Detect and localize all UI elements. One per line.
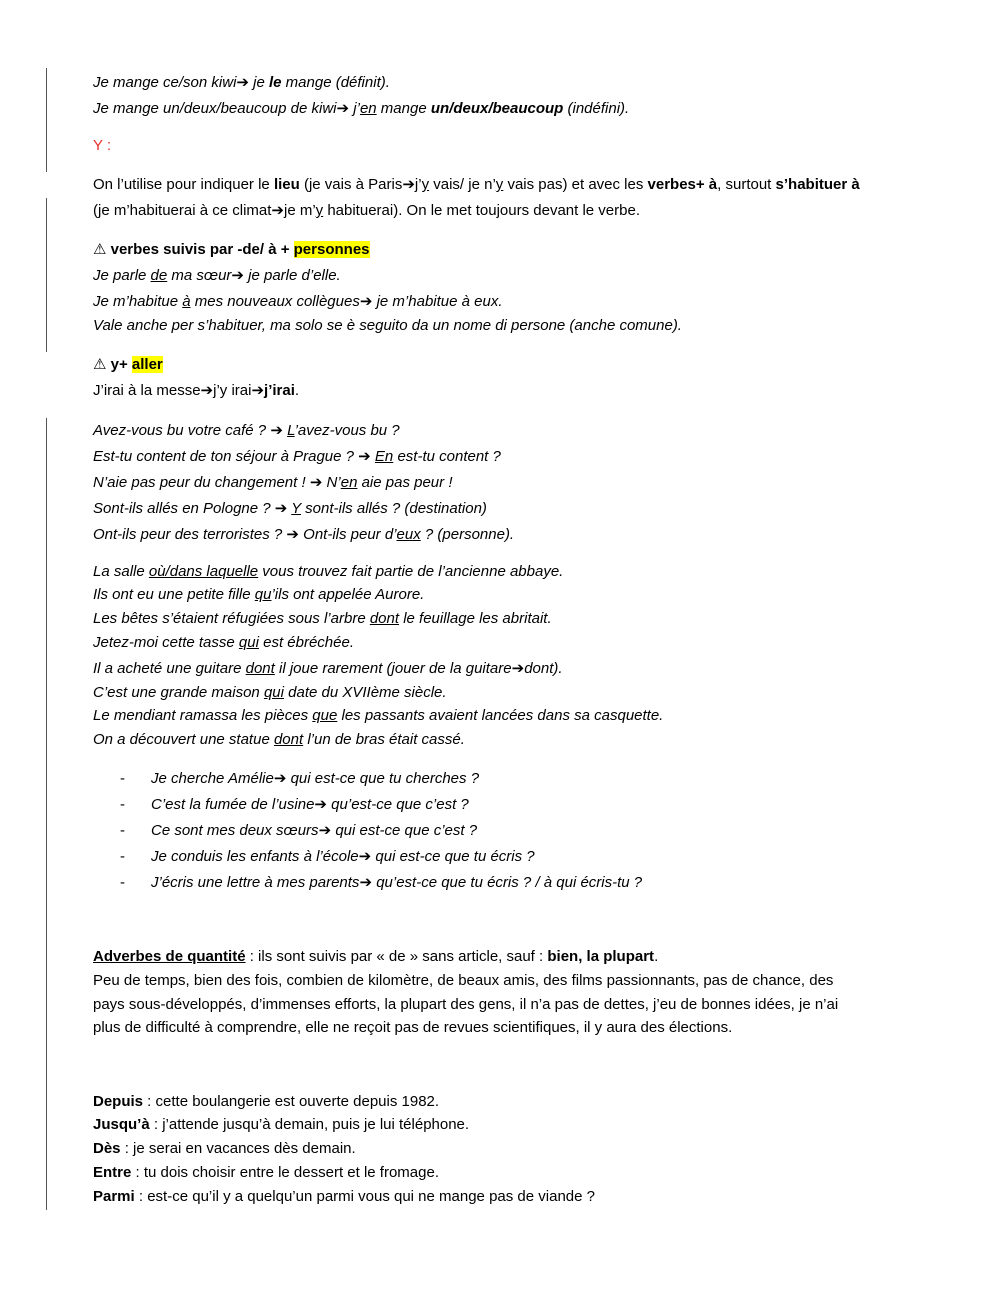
bullet-dash: - — [120, 770, 125, 787]
arrow-icon: ➔ — [318, 822, 332, 839]
arrow-icon: ➔ — [200, 382, 214, 399]
arrow-icon: ➔ — [231, 267, 244, 284]
bullet-item: Ce sont mes deux sœurs➔ qui est-ce que c’est ? — [151, 822, 478, 839]
arrow-icon: ➔ — [314, 796, 327, 813]
arrow-icon: ➔ — [309, 474, 323, 491]
arrow-icon: ➔ — [271, 202, 284, 219]
relative-line: C’est une grande maison qui date du XVIIème siècle. — [93, 684, 447, 701]
text-line: Je mange ce/son kiwi➔ je le mange (définit). — [93, 74, 390, 91]
relative-line: On a découvert une statue dont l’un de bras était cassé. — [93, 731, 465, 748]
bullet-item: Je cherche Amélie➔ qui est-ce que tu cherches ? — [151, 770, 480, 787]
arrow-icon: ➔ — [511, 660, 525, 677]
preposition-line: Parmi : est-ce qu’il y a quelqu’un parmi vous qui ne mange pas de viande ? — [93, 1188, 595, 1205]
bullet-item: J’écris une lettre à mes parents➔ qu’est-ce que tu écris ? / à qui écris-tu ? — [151, 874, 643, 891]
preposition-line: Entre : tu dois choisir entre le dessert et le fromage. — [93, 1164, 439, 1181]
bullet-item: C’est la fumée de l’usine➔ qu’est-ce que c’est ? — [151, 796, 469, 813]
preposition-line: Jusqu’à : j’attende jusqu’à demain, puis je lui téléphone. — [93, 1116, 470, 1133]
adverbes-heading: Adverbes de quantité : ils sont suivis par « de » sans article, sauf : bien, la plupart. — [93, 948, 659, 965]
arrow-icon: ➔ — [273, 770, 287, 787]
question-line: Avez-vous bu votre café ? ➔ L’avez-vous bu ? — [93, 422, 400, 439]
margin-change-bar — [46, 68, 47, 172]
margin-change-bar — [46, 418, 47, 1210]
paragraph-line: plus de difficulté à comprendre, elle ne reçoit pas de revues scientifiques, il y aura des élections. — [93, 1019, 733, 1036]
example-line: J’irai à la messe➔j’y irai➔j’irai. — [93, 382, 300, 399]
arrow-icon: ➔ — [359, 293, 373, 310]
arrow-icon: ➔ — [251, 382, 265, 399]
bullet-dash: - — [120, 796, 125, 813]
arrow-icon: ➔ — [359, 874, 373, 891]
arrow-icon: ➔ — [358, 448, 371, 465]
bullet-dash: - — [120, 874, 125, 891]
relative-line: Les bêtes s’étaient réfugiées sous l’arbre dont le feuillage les abritait. — [93, 610, 552, 627]
arrow-icon: ➔ — [286, 526, 299, 543]
bullet-dash: - — [120, 822, 125, 839]
paragraph-line: (je m’habituerai à ce climat➔je m’y habituerai). On le met toujours devant le verbe. — [93, 202, 640, 219]
paragraph-line: On l’utilise pour indiquer le lieu (je vais à Paris➔j’y vais/ je n’y vais pas) et avec les verbes+ à, surtout s’habituer à — [93, 176, 860, 193]
section-heading-y: Y : — [93, 137, 112, 154]
question-line: Est-tu content de ton séjour à Prague ? ➔ En est-tu content ? — [93, 448, 501, 465]
arrow-icon: ➔ — [236, 74, 249, 91]
warning-heading: ⚠ verbes suivis par -de/ à + personnes — [93, 241, 370, 258]
text-line: Je mange un/deux/beaucoup de kiwi➔ j’en mange un/deux/beaucoup (indéfini). — [93, 100, 630, 117]
relative-line: Jetez-moi cette tasse qui est ébréchée. — [93, 634, 354, 651]
preposition-line: Dès : je serai en vacances dès demain. — [93, 1140, 356, 1157]
question-line: Ont-ils peur des terroristes ? ➔ Ont-ils peur d’eux ? (personne). — [93, 526, 515, 543]
example-line: Je parle de ma sœur➔ je parle d’elle. — [93, 267, 341, 284]
relative-line: Il a acheté une guitare dont il joue rarement (jouer de la guitare➔dont). — [93, 660, 563, 677]
example-line: Vale anche per s’habituer, ma solo se è seguito da un nome di persone (anche comune). — [93, 317, 682, 334]
relative-line: Ils ont eu une petite fille qu’ils ont appelée Aurore. — [93, 586, 425, 603]
paragraph-line: Peu de temps, bien des fois, combien de kilomètre, de beaux amis, des films passionnants, pas de chance, des — [93, 972, 834, 989]
bullet-dash: - — [120, 848, 125, 865]
warning-heading: ⚠ y+ aller — [93, 356, 163, 373]
preposition-line: Depuis : cette boulangerie est ouverte depuis 1982. — [93, 1093, 440, 1110]
warning-icon: ⚠ — [93, 356, 107, 373]
question-line: Sont-ils allés en Pologne ? ➔ Y sont-ils allés ? (destination) — [93, 500, 487, 517]
question-line: N’aie pas peur du changement ! ➔ N’en aie pas peur ! — [93, 474, 453, 491]
arrow-icon: ➔ — [270, 422, 283, 439]
arrow-icon: ➔ — [274, 500, 288, 517]
bullet-item: Je conduis les enfants à l’école➔ qui est-ce que tu écris ? — [151, 848, 535, 865]
paragraph-line: pays sous-développés, d’immenses efforts, la plupart des gens, il n’a pas de dettes, j’eu de bonnes idées, je n’ai — [93, 996, 839, 1013]
arrow-icon: ➔ — [402, 176, 415, 193]
arrow-icon: ➔ — [336, 100, 350, 117]
arrow-icon: ➔ — [358, 848, 372, 865]
margin-change-bar — [46, 198, 47, 352]
example-line: Je m’habitue à mes nouveaux collègues➔ je m’habitue à eux. — [93, 293, 503, 310]
relative-line: Le mendiant ramassa les pièces que les passants avaient lancées dans sa casquette. — [93, 707, 664, 724]
relative-line: La salle où/dans laquelle vous trouvez fait partie de l’ancienne abbaye. — [93, 563, 564, 580]
warning-icon: ⚠ — [93, 241, 107, 258]
